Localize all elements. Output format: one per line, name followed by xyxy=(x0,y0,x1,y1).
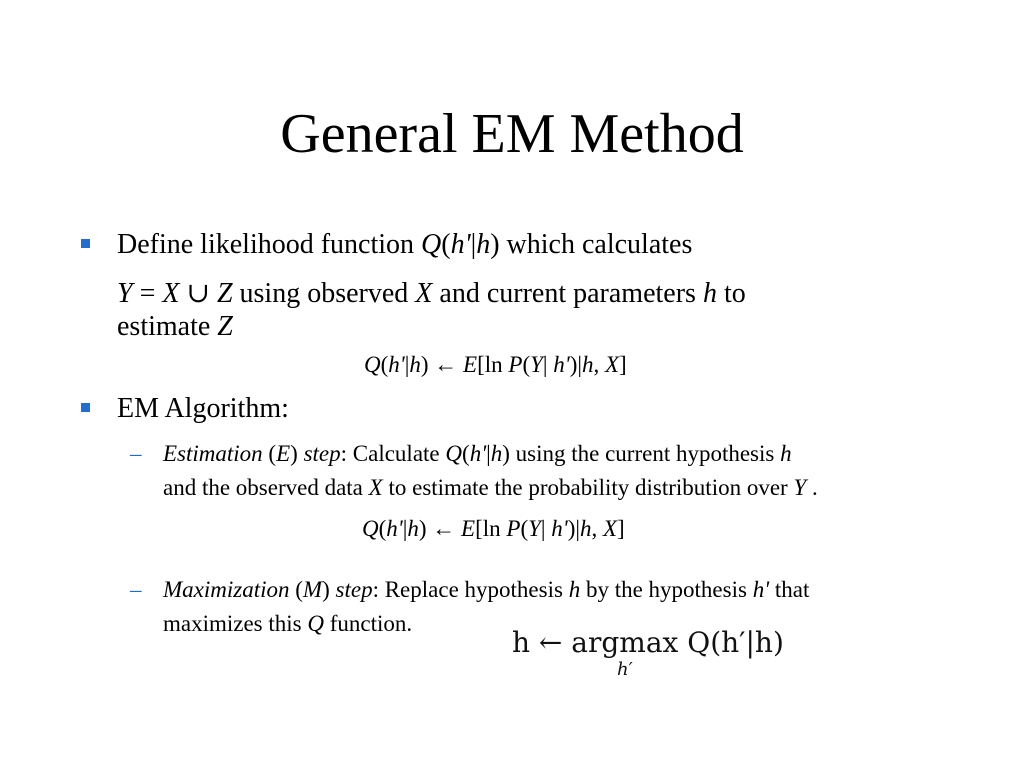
math-var: M xyxy=(302,577,323,602)
math-var: h xyxy=(579,516,592,541)
expectation-equation-1 xyxy=(364,351,627,379)
math-var: Y xyxy=(793,475,807,500)
math-var: X xyxy=(604,352,620,377)
text-span: using the current hypothesis xyxy=(509,441,781,466)
math-var: P xyxy=(506,516,521,541)
text-span: by the hypothesis xyxy=(580,577,753,602)
math-var: Q xyxy=(307,611,324,636)
text-span: that xyxy=(769,577,810,602)
math-var: Y xyxy=(117,278,133,309)
left-arrow-symbol: ← xyxy=(426,516,461,541)
text-span: ( xyxy=(262,441,277,466)
math-var: X xyxy=(415,278,433,309)
text-span: which calculates xyxy=(499,229,693,260)
text-span: ) xyxy=(418,516,427,541)
math-var: h xyxy=(702,278,717,309)
dash-bullet-icon: – xyxy=(130,441,142,466)
math-var: Z xyxy=(217,311,233,342)
text-span: : Calculate xyxy=(340,441,446,466)
text-span: ) xyxy=(490,229,500,260)
dash-bullet-icon: – xyxy=(130,577,142,602)
bullet-1-line-1 xyxy=(117,229,692,261)
union-symbol: ∪ xyxy=(179,278,217,309)
slide-title: General EM Method xyxy=(280,103,744,165)
math-var: h' xyxy=(386,516,403,541)
math-var: h xyxy=(476,229,491,260)
math-var: h' xyxy=(752,577,770,602)
text-span: | xyxy=(402,516,408,541)
square-bullet-icon xyxy=(81,403,90,412)
text-span: maximizes this xyxy=(163,611,308,636)
text-span: [ln xyxy=(477,352,509,377)
text-span: ( xyxy=(522,352,531,377)
math-var: Q xyxy=(364,352,381,377)
text-span: and current parameters xyxy=(432,278,703,309)
text-span: | xyxy=(404,352,410,377)
math-var: X xyxy=(162,278,180,309)
text-span: . xyxy=(806,475,818,500)
math-var: E xyxy=(276,441,291,466)
text-span: | xyxy=(540,516,552,541)
math-var: h xyxy=(568,577,581,602)
text-span: )| xyxy=(567,516,580,541)
bullet-1-line-2 xyxy=(117,278,746,310)
math-var: P xyxy=(508,352,523,377)
text-span: , xyxy=(593,352,605,377)
text-span: Maximization xyxy=(163,577,290,602)
text-span: ( xyxy=(289,577,303,602)
text-span: using observed xyxy=(232,278,416,309)
left-arrow-symbol: ← xyxy=(428,352,463,377)
text-span: step xyxy=(335,577,373,602)
text-span: : Replace hypothesis xyxy=(372,577,569,602)
text-span: step xyxy=(303,441,341,466)
text-span: | xyxy=(470,229,477,260)
text-span: = xyxy=(132,278,163,309)
math-var: h xyxy=(409,352,421,377)
text-span: ) xyxy=(322,577,336,602)
math-var: Q xyxy=(362,516,379,541)
text-span: ( xyxy=(441,229,451,260)
argmax-formula: h ← argmax Q(h′|h) xyxy=(512,626,784,659)
text-span: ) xyxy=(420,352,429,377)
text-span: to estimate the probability distribution over xyxy=(382,475,794,500)
text-span: and the observed data xyxy=(163,475,369,500)
text-span: ( xyxy=(380,352,389,377)
math-var: E xyxy=(461,516,476,541)
math-var: Y xyxy=(528,516,541,541)
text-span: ) xyxy=(290,441,304,466)
sub-2-line-1 xyxy=(163,573,809,607)
text-span: ) xyxy=(502,441,510,466)
text-span: ] xyxy=(617,516,625,541)
math-var: h xyxy=(490,441,503,466)
sub-2-line-2 xyxy=(163,607,412,641)
math-var: h' xyxy=(450,229,471,260)
text-span: function. xyxy=(324,611,413,636)
math-var: h' xyxy=(553,352,570,377)
text-span: )| xyxy=(569,352,582,377)
text-span: ( xyxy=(462,441,470,466)
text-span: Estimation xyxy=(163,441,263,466)
text-span: , xyxy=(591,516,603,541)
sub-1-line-2 xyxy=(163,471,818,505)
sub-1-line-1 xyxy=(163,437,792,471)
square-bullet-icon xyxy=(81,239,90,248)
text-span: | xyxy=(486,441,491,466)
math-var: h' xyxy=(388,352,405,377)
bullet-1-line-3 xyxy=(117,311,233,343)
math-var: h' xyxy=(469,441,487,466)
math-var: h xyxy=(581,352,594,377)
text-span: ( xyxy=(378,516,387,541)
text-span: ( xyxy=(520,516,529,541)
text-span: [ln xyxy=(475,516,507,541)
math-var: h xyxy=(407,516,419,541)
math-var: X xyxy=(368,475,383,500)
bullet-2-label: EM Algorithm: xyxy=(117,393,289,424)
math-var: Z xyxy=(216,278,233,309)
math-var: Y xyxy=(530,352,543,377)
text-span: to xyxy=(716,278,746,309)
math-var: Q xyxy=(421,229,442,260)
math-var: h' xyxy=(551,516,568,541)
argmax-subscript: h′ xyxy=(617,659,633,680)
math-var: h xyxy=(780,441,792,466)
math-var: Q xyxy=(445,441,463,466)
math-var: X xyxy=(602,516,618,541)
text-span: ] xyxy=(619,352,627,377)
expectation-equation-2 xyxy=(362,515,625,543)
text-span: estimate xyxy=(117,311,218,342)
math-var: E xyxy=(463,352,478,377)
text-span: | xyxy=(542,352,554,377)
text-span: Define likelihood function xyxy=(117,229,422,260)
